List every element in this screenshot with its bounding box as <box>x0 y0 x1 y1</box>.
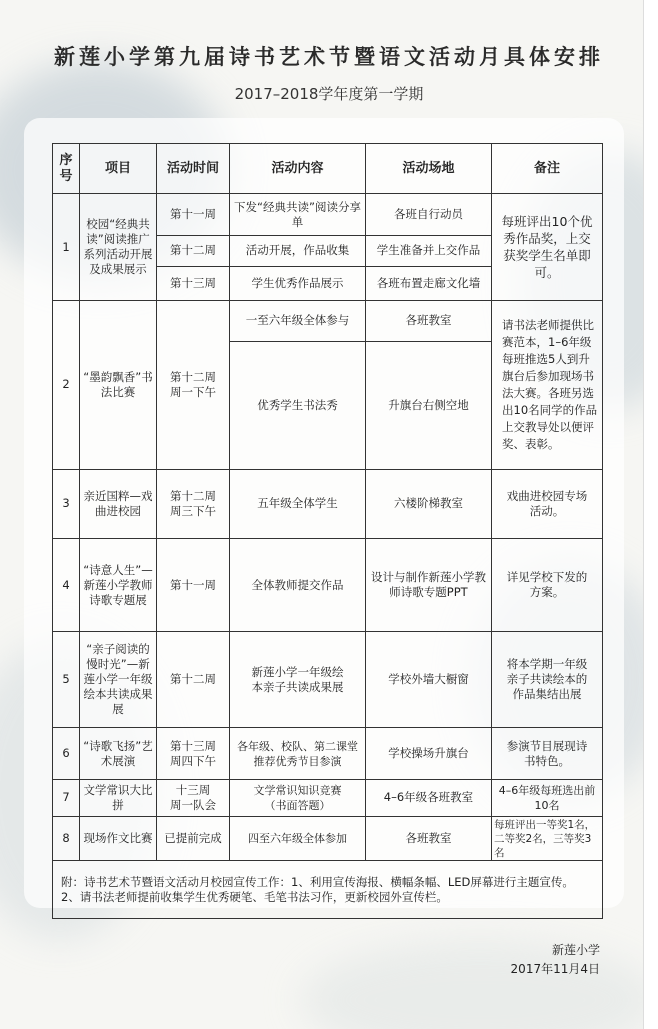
header-index: 序 号 <box>53 144 80 194</box>
table-notes-row <box>53 861 603 919</box>
header-content: 活动内容 <box>230 144 366 194</box>
table-row <box>53 816 603 860</box>
row-item: 校园“经典共读”阅读推广系列活动开展及成果展示 <box>80 194 157 300</box>
row-index: 6 <box>53 728 80 780</box>
row-item: “诗歌飞扬”艺术展演 <box>80 728 157 780</box>
row-item: 现场作文比赛 <box>80 816 157 860</box>
schedule-table <box>52 143 603 919</box>
row-venue: 各班教室 <box>366 816 492 860</box>
row-remark: 将本学期一年级亲子共读绘本的作品集结出展 <box>492 632 603 728</box>
row-time: 第十三周 <box>157 266 230 300</box>
row-venue: 学生准备并上交作品 <box>366 235 492 266</box>
row-time: 第十三周 周四下午 <box>157 728 230 780</box>
row-content: 下发“经典共读”阅读分享单 <box>230 194 366 235</box>
row-remark: 4–6年级每班选出前10名 <box>492 779 603 816</box>
row-venue: 六楼阶梯教室 <box>366 469 492 538</box>
page-edge <box>643 0 658 1029</box>
row-index: 4 <box>53 538 80 632</box>
footer-school: 新莲小学 <box>551 943 600 957</box>
row-venue: 各班自行动员 <box>366 194 492 235</box>
table-row <box>53 538 603 632</box>
row-content: 各年级、校队、第二课堂推荐优秀节目参演 <box>230 728 366 780</box>
table-row <box>53 632 603 728</box>
row-content: 文学常识知识竞赛 （书面答题） <box>230 779 366 816</box>
row-index: 8 <box>53 816 80 860</box>
row-index: 1 <box>53 194 80 300</box>
row-venue: 学校操场升旗台 <box>366 728 492 780</box>
row-remark: 请书法老师提供比赛范本，1–6年级每班推选5人到升旗台后参加现场书法大赛。各班另选出10名同学的作品上交教导处以便评奖、表彰。 <box>492 300 603 469</box>
row-item: 文学常识大比拼 <box>80 779 157 816</box>
row-index: 2 <box>53 300 80 469</box>
table-header-row <box>53 144 603 194</box>
row-time: 第十二周 周三下午 <box>157 469 230 538</box>
row-time: 已提前完成 <box>157 816 230 860</box>
footer-date: 2017年11月4日 <box>510 962 600 976</box>
row-index: 3 <box>53 469 80 538</box>
row-time: 第十一周 <box>157 194 230 235</box>
table-row <box>53 469 603 538</box>
row-item: “诗意人生”—新莲小学教师诗歌专题展 <box>80 538 157 632</box>
row-remark: 详见学校下发的方案。 <box>492 538 603 632</box>
row-time: 第十二周 <box>157 632 230 728</box>
row-remark: 每班评出一等奖1名，二等奖2名，三等奖3名 <box>492 816 603 860</box>
page-subtitle: 2017–2018学年度第一学期 <box>234 85 424 103</box>
row-content: 活动开展，作品收集 <box>230 235 366 266</box>
row-venue: 设计与制作新莲小学教师诗歌专题PPT <box>366 538 492 632</box>
row-content: 全体教师提交作品 <box>230 538 366 632</box>
row-content: 优秀学生书法秀 <box>230 341 366 469</box>
row-index: 5 <box>53 632 80 728</box>
document-footer <box>0 941 600 979</box>
note-line-1: 附：诗书艺术节暨语文活动月校园宣传工作：1、利用宣传海报、横幅条幅、LED屏幕进行主题宣传。 <box>61 874 574 889</box>
row-remark: 每班评出10个优秀作品奖，上交获奖学生名单即可。 <box>492 194 603 300</box>
header-item: 项目 <box>80 144 157 194</box>
page-title: 新莲小学第九届诗书艺术节暨语文活动月具体安排 <box>54 44 604 69</box>
row-content: 四至六年级全体参加 <box>230 816 366 860</box>
note-line-2: 2、请书法老师提前收集学生优秀硬笔、毛笔书法习作，更新校园外宣传栏。 <box>61 889 448 904</box>
header-time: 活动时间 <box>157 144 230 194</box>
header-venue: 活动场地 <box>366 144 492 194</box>
row-venue: 各班布置走廊文化墙 <box>366 266 492 300</box>
table-notes <box>53 861 603 919</box>
row-content: 五年级全体学生 <box>230 469 366 538</box>
table-row <box>53 194 603 235</box>
row-remark: 参演节目展现诗书特色。 <box>492 728 603 780</box>
row-content: 新莲小学一年级绘本亲子共读成果展 <box>230 632 366 728</box>
row-time: 第十一周 <box>157 538 230 632</box>
table-row <box>53 300 603 341</box>
row-remark: 戏曲进校园专场活动。 <box>492 469 603 538</box>
row-index: 7 <box>53 779 80 816</box>
row-item: “墨韵飘香”书法比赛 <box>80 300 157 469</box>
row-venue: 各班教室 <box>366 300 492 341</box>
row-venue: 学校外墙大橱窗 <box>366 632 492 728</box>
row-venue: 升旗台右侧空地 <box>366 341 492 469</box>
row-time: 十三周 周一队会 <box>157 779 230 816</box>
row-item: 亲近国粹—戏曲进校园 <box>80 469 157 538</box>
row-time: 第十二周 周一下午 <box>157 300 230 469</box>
row-content: 学生优秀作品展示 <box>230 266 366 300</box>
table-row <box>53 728 603 780</box>
table-row <box>53 779 603 816</box>
row-time: 第十二周 <box>157 235 230 266</box>
row-content: 一至六年级全体参与 <box>230 300 366 341</box>
row-item: “亲子阅读的慢时光”—新莲小学一年级绘本共读成果展 <box>80 632 157 728</box>
row-venue: 4–6年级各班教室 <box>366 779 492 816</box>
header-remark: 备注 <box>492 144 603 194</box>
